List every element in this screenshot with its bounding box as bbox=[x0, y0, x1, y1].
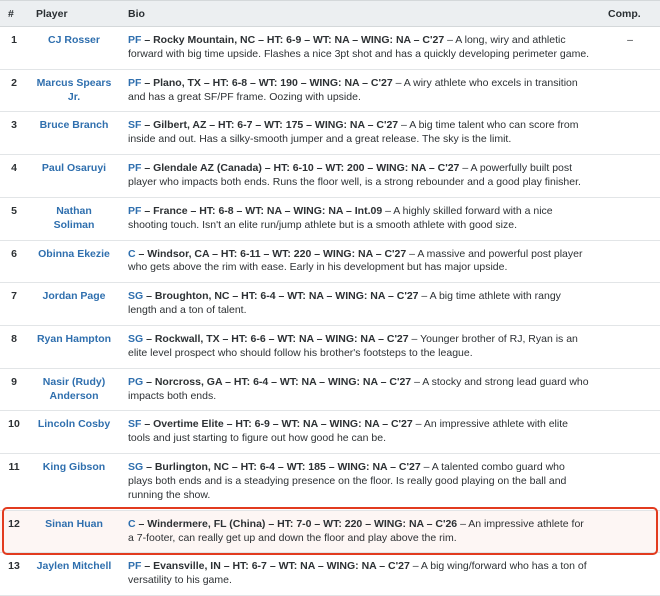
player-link[interactable]: Nasir (Rudy) Anderson bbox=[42, 375, 106, 402]
cell-bio bbox=[120, 368, 600, 411]
player-measurables: – Plano, TX – HT: 6-8 – WT: 190 – WING: NA – C'27 bbox=[144, 76, 393, 89]
table-row[interactable] bbox=[0, 27, 660, 70]
player-link[interactable]: Sinan Huan bbox=[45, 517, 103, 530]
cell-bio bbox=[120, 553, 600, 596]
cell-rank: 13 bbox=[0, 553, 28, 596]
table-header-row bbox=[0, 1, 660, 27]
player-position: PF bbox=[128, 162, 142, 175]
cell-bio bbox=[120, 283, 600, 326]
player-measurables: – Broughton, NC – HT: 6-4 – WT: NA – WING: NA – C'27 bbox=[146, 290, 419, 303]
table-row[interactable] bbox=[0, 326, 660, 369]
player-link[interactable]: Ryan Hampton bbox=[36, 333, 112, 346]
cell-player bbox=[28, 112, 120, 155]
player-link[interactable]: Obinna Ekezie bbox=[38, 247, 110, 260]
cell-bio bbox=[120, 454, 600, 511]
cell-rank: 11 bbox=[0, 454, 28, 511]
player-measurables: – Windermere, FL (China) – HT: 7-0 – WT: 220 – WING: NA – C'26 bbox=[138, 517, 458, 530]
cell-comp bbox=[600, 112, 660, 155]
player-position: SG bbox=[128, 290, 144, 303]
cell-bio bbox=[120, 326, 600, 369]
cell-comp bbox=[600, 155, 660, 198]
player-scouting-note: – Younger brother of RJ, Ryan is an elite level prospect who should follow his brother's footsteps to the league. bbox=[128, 333, 578, 359]
player-position: C bbox=[128, 517, 136, 530]
cell-rank: 8 bbox=[0, 326, 28, 369]
cell-player bbox=[28, 368, 120, 411]
cell-player bbox=[28, 155, 120, 198]
cell-player bbox=[28, 69, 120, 112]
player-link[interactable]: Lincoln Cosby bbox=[37, 418, 111, 431]
cell-rank: 9 bbox=[0, 368, 28, 411]
cell-rank: 3 bbox=[0, 112, 28, 155]
player-position: PF bbox=[128, 560, 142, 573]
cell-player bbox=[28, 326, 120, 369]
cell-bio bbox=[120, 510, 600, 553]
cell-rank: 6 bbox=[0, 240, 28, 283]
player-link[interactable]: Bruce Branch bbox=[39, 119, 109, 132]
cell-bio bbox=[120, 69, 600, 112]
table-row[interactable] bbox=[0, 197, 660, 240]
cell-comp bbox=[600, 368, 660, 411]
player-measurables: – Norcross, GA – HT: 6-4 – WT: NA – WING: NA – C'27 bbox=[146, 375, 412, 388]
cell-comp bbox=[600, 69, 660, 112]
player-measurables: – Rocky Mountain, NC – HT: 6-9 – WT: NA – WING: NA – C'27 bbox=[144, 34, 445, 46]
player-scouting-note: – An impressive athlete with elite tools and just starting to figure out how good he can be. bbox=[128, 418, 568, 445]
table-row[interactable] bbox=[0, 411, 660, 454]
player-position: SF bbox=[128, 119, 142, 132]
player-scouting-note: – An impressive athlete for a 7-footer, can really get up and down the floor and play above the rim. bbox=[128, 517, 584, 544]
player-link[interactable]: King Gibson bbox=[42, 461, 106, 474]
cell-bio bbox=[120, 27, 600, 70]
cell-player bbox=[28, 411, 120, 454]
cell-player bbox=[28, 283, 120, 326]
player-measurables: – Gilbert, AZ – HT: 6-7 – WT: 175 – WING: NA – C'27 bbox=[144, 119, 399, 132]
cell-rank: 1 bbox=[0, 27, 28, 70]
player-position: PF bbox=[128, 34, 142, 46]
player-scouting-note: – A long, wiry and athletic forward with big time upside. Flashes a nice 3pt shot and has a quickly developing perimeter game. bbox=[128, 34, 590, 60]
player-measurables: – Evansville, IN – HT: 6-7 – WT: NA – WING: NA – C'27 bbox=[144, 560, 410, 573]
player-link[interactable]: Marcus Spears Jr. bbox=[36, 76, 112, 103]
player-scouting-note: – A stocky and strong lead guard who impacts both ends. bbox=[128, 375, 589, 402]
player-measurables: – Burlington, NC – HT: 6-4 – WT: 185 – WING: NA – C'27 bbox=[146, 461, 421, 474]
cell-bio bbox=[120, 411, 600, 454]
player-position: PG bbox=[128, 375, 144, 388]
player-position: PF bbox=[128, 204, 142, 217]
column-header-comp[interactable]: Comp. bbox=[600, 1, 660, 27]
cell-comp bbox=[600, 240, 660, 283]
player-measurables: – Windsor, CA – HT: 6-11 – WT: 220 – WING: NA – C'27 bbox=[138, 247, 407, 260]
cell-comp: – bbox=[600, 27, 660, 70]
cell-player bbox=[28, 510, 120, 553]
table-body bbox=[0, 27, 660, 596]
cell-rank: 5 bbox=[0, 197, 28, 240]
player-scouting-note: – A talented combo guard who plays both ends and is a steadying presence on the floor. Is really good playing on the ball and running the show. bbox=[128, 461, 567, 501]
player-scouting-note: – A big time athlete with rangy length and a ton of talent. bbox=[128, 290, 561, 317]
player-position: C bbox=[128, 247, 136, 260]
table-row[interactable] bbox=[0, 368, 660, 411]
player-scouting-note: – A big wing/forward who has a ton of versatility to his game. bbox=[128, 560, 587, 587]
player-scouting-note: – A highly skilled forward with a nice shooting touch. Isn't an elite run/jump athlete but is a smooth athlete with good size. bbox=[128, 204, 553, 231]
player-link[interactable]: Jaylen Mitchell bbox=[36, 560, 112, 573]
table-row[interactable] bbox=[0, 553, 660, 596]
player-scouting-note: – A big time talent who can score from inside and out. Has a silky-smooth jumper and a great release. The sky is the limit. bbox=[128, 119, 579, 146]
player-link[interactable]: Paul Osaruyi bbox=[41, 162, 107, 175]
cell-player bbox=[28, 240, 120, 283]
cell-comp bbox=[600, 454, 660, 511]
cell-player bbox=[28, 454, 120, 511]
cell-comp bbox=[600, 553, 660, 596]
column-header-player[interactable]: Player bbox=[28, 1, 120, 27]
cell-bio bbox=[120, 112, 600, 155]
player-measurables: – Overtime Elite – HT: 6-9 – WT: NA – WING: NA – C'27 bbox=[144, 418, 413, 431]
table-row[interactable] bbox=[0, 69, 660, 112]
cell-bio bbox=[120, 240, 600, 283]
column-header-bio[interactable]: Bio bbox=[120, 1, 600, 27]
player-measurables: – France – HT: 6-8 – WT: NA – WING: NA – Int.09 bbox=[144, 204, 383, 217]
player-link[interactable]: Nathan Soliman bbox=[53, 204, 95, 231]
player-measurables: – Glendale AZ (Canada) – HT: 6-10 – WT: 200 – WING: NA – C'27 bbox=[144, 162, 460, 175]
player-position: SG bbox=[128, 333, 144, 346]
cell-comp bbox=[600, 411, 660, 454]
cell-rank: 7 bbox=[0, 283, 28, 326]
table-header bbox=[0, 1, 660, 27]
player-position: SG bbox=[128, 461, 144, 474]
cell-bio bbox=[120, 197, 600, 240]
player-link[interactable]: Jordan Page bbox=[42, 290, 106, 303]
cell-comp bbox=[600, 283, 660, 326]
cell-comp bbox=[600, 326, 660, 369]
player-link[interactable]: CJ Rosser bbox=[48, 34, 100, 46]
table-row[interactable] bbox=[0, 510, 660, 553]
cell-comp bbox=[600, 197, 660, 240]
player-scouting-note: – A powerfully built post player who impacts both ends. Runs the floor well, is a strong rebounder and a good play finisher. bbox=[128, 162, 581, 189]
player-scouting-note: – A massive and powerful post player who gets above the rim with ease. Early in his development but has major upside. bbox=[128, 247, 583, 274]
table-row[interactable] bbox=[0, 155, 660, 198]
table-row[interactable] bbox=[0, 454, 660, 511]
cell-rank: 2 bbox=[0, 69, 28, 112]
cell-player bbox=[28, 197, 120, 240]
cell-bio bbox=[120, 155, 600, 198]
player-position: SF bbox=[128, 418, 142, 431]
player-scouting-note: – A wiry athlete who excels in transition and has a great SF/PF frame. Oozing with upside. bbox=[128, 76, 578, 103]
cell-rank: 4 bbox=[0, 155, 28, 198]
table-row[interactable] bbox=[0, 240, 660, 283]
cell-rank: 12 bbox=[0, 510, 28, 553]
table-row[interactable] bbox=[0, 112, 660, 155]
cell-player bbox=[28, 27, 120, 70]
column-header-rank[interactable]: # bbox=[0, 1, 28, 27]
cell-comp bbox=[600, 510, 660, 553]
player-position: PF bbox=[128, 76, 142, 89]
cell-player bbox=[28, 553, 120, 596]
table-row[interactable] bbox=[0, 283, 660, 326]
player-measurables: – Rockwall, TX – HT: 6-6 – WT: NA – WING: NA – C'27 bbox=[146, 333, 409, 346]
cell-rank: 10 bbox=[0, 411, 28, 454]
